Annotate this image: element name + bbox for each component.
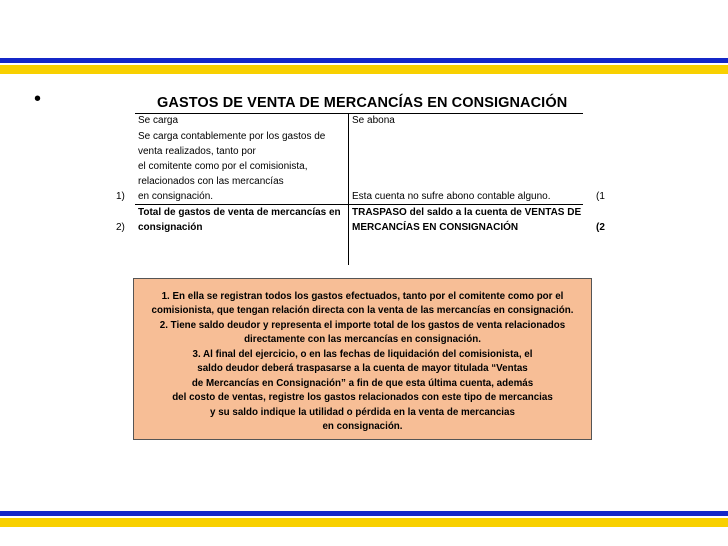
debit-entry-2-line: Total de gastos de venta de mercancías en xyxy=(138,207,341,218)
credit-entry-2-line: MERCANCÍAS EN CONSIGNACIÓN xyxy=(352,222,519,233)
debit-header: Se carga xyxy=(138,115,179,126)
page-title: GASTOS DE VENTA DE MERCANCÍAS EN CONSIGNACIÓN xyxy=(157,95,568,111)
note-line: 3. Al final del ejercicio, o en las fechas de liquidación del comisionista, el xyxy=(192,349,533,360)
debit-entry-2-line: consignación xyxy=(138,222,203,233)
bullet: • xyxy=(34,88,42,110)
debit-description-line: el comitente como por el comisionista, xyxy=(138,161,308,172)
note-line: del costo de ventas, registre los gastos relacionados con este tipo de mercancias xyxy=(172,392,553,403)
right-reference: (1 xyxy=(596,191,605,202)
bottom-stripe-blue xyxy=(0,511,728,516)
bottom-stripe-yellow xyxy=(0,518,728,527)
note-line: 2. Tiene saldo deudor y representa el importe total de los gastos de venta relacionados xyxy=(159,320,566,331)
credit-header: Se abona xyxy=(352,115,395,126)
note-line: de Mercancías en Consignación” a fin de que esta última cuenta, además xyxy=(191,378,534,389)
note-line: 1. En ella se registran todos los gastos efectuados, tanto por el comitente como por el xyxy=(161,291,564,302)
debit-description-line: en consignación. xyxy=(138,191,214,202)
note-line: comisionista, que tengan relación directa con la venta de las mercancías en consignación. xyxy=(151,305,574,316)
right-reference: (2 xyxy=(596,222,605,233)
note-line: en consignación. xyxy=(322,421,403,432)
note-line: directamente con las mercancías en consignación. xyxy=(244,334,481,345)
t-account-right-separator xyxy=(349,204,583,205)
t-account-vertical-line xyxy=(348,113,349,265)
credit-entry-1: Esta cuenta no sufre abono contable alguno. xyxy=(352,191,551,202)
left-reference: 1) xyxy=(116,191,125,202)
debit-description-line: venta realizados, tanto por xyxy=(138,146,256,157)
note-line: y su saldo indique la utilidad o pérdida en la venta de mercancias xyxy=(210,407,515,418)
debit-description-line: Se carga contablemente por los gastos de xyxy=(138,131,326,142)
top-stripe-yellow xyxy=(0,65,728,74)
debit-description-line: relacionados con las mercancías xyxy=(138,176,284,187)
t-account-left-separator xyxy=(135,204,348,205)
note-line: saldo deudor deberá traspasarse a la cuenta de mayor titulada “Ventas xyxy=(197,363,528,374)
top-stripe-blue xyxy=(0,58,728,63)
left-reference: 2) xyxy=(116,222,125,233)
notes-box xyxy=(133,278,592,440)
credit-entry-2-line: TRASPASO del saldo a la cuenta de VENTAS DE xyxy=(352,207,582,218)
